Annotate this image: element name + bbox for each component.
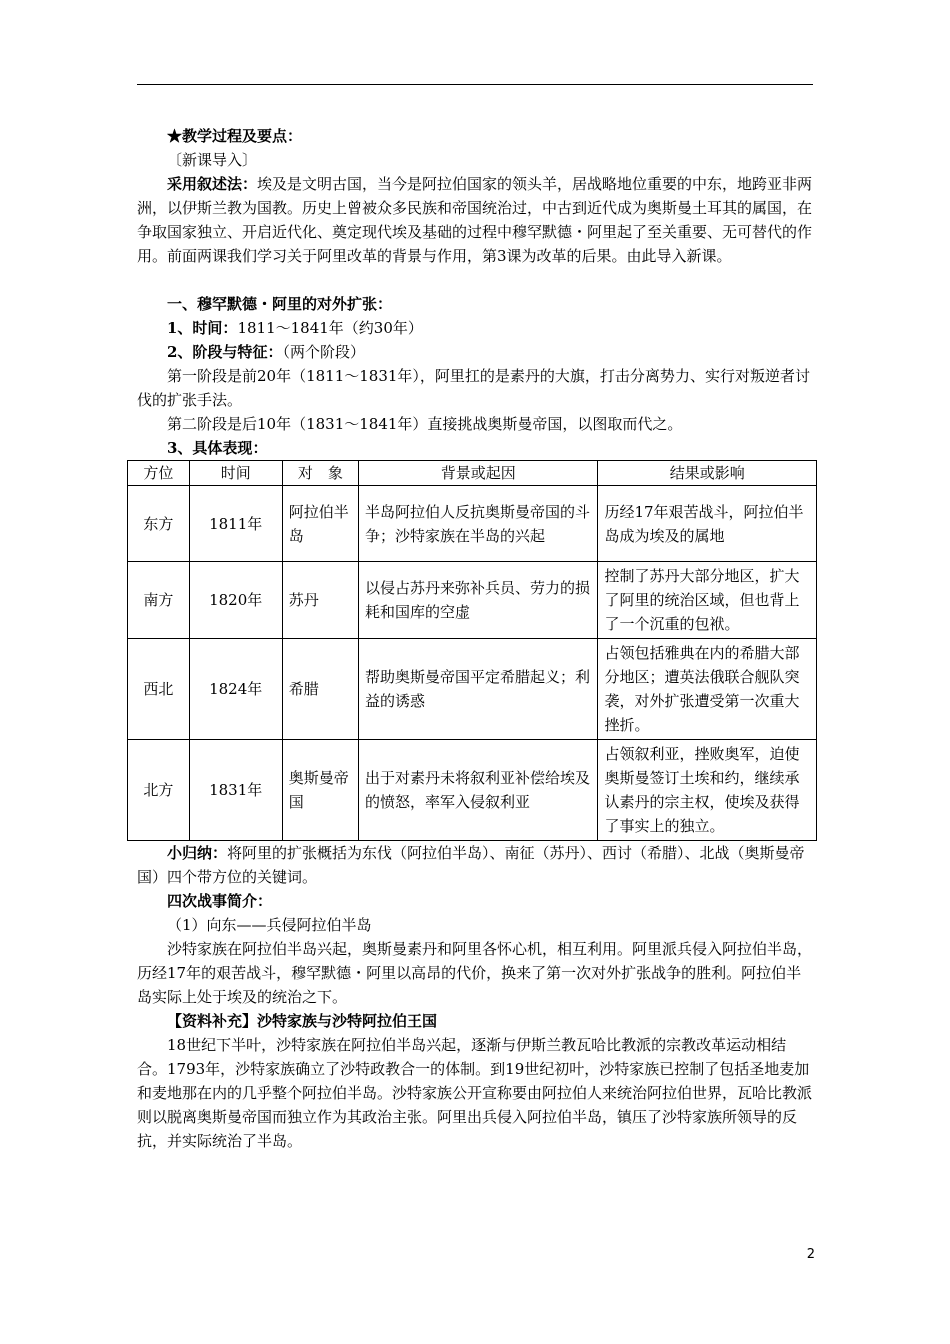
war1-title: （1）向东——兵侵阿拉伯半岛 <box>167 916 372 934</box>
stage1-paragraph: 第一阶段是前20年（1811～1831年），阿里扛的是素丹的大旗，打击分离势力、实行对叛逆者讨伐的扩张手法。 <box>137 367 810 409</box>
cell-result: 历经17年艰苦战斗，阿拉伯半岛成为埃及的属地 <box>598 486 817 562</box>
table-row <box>128 486 817 562</box>
cell-background: 半岛阿拉伯人反抗奥斯曼帝国的斗争；沙特家族在半岛的兴起 <box>359 486 598 562</box>
time-line <box>137 316 813 340</box>
time-label: 1、时间： <box>167 319 238 337</box>
table-row <box>128 639 817 740</box>
cell-background: 帮助奥斯曼帝国平定希腊起义；利益的诱惑 <box>359 639 598 740</box>
cell-target: 苏丹 <box>282 562 358 639</box>
cell-time: 1831年 <box>189 740 282 841</box>
cell-target: 奥斯曼帝国 <box>282 740 358 841</box>
cell-time: 1811年 <box>189 486 282 562</box>
table-header-row <box>128 461 817 486</box>
page-number: 2 <box>806 1247 815 1262</box>
summary-paragraph <box>137 841 813 889</box>
header-background: 背景或起因 <box>359 461 598 486</box>
cell-direction: 西北 <box>128 639 190 740</box>
detail-label: 3、具体表现： <box>167 439 268 457</box>
wars-heading: 四次战事简介： <box>167 892 273 910</box>
table-row <box>128 562 817 639</box>
cell-result: 占领包括雅典在内的希腊大部分地区；遭英法俄联合舰队突袭，对外扩张遭受第一次重大挫折。 <box>598 639 817 740</box>
header-time: 时间 <box>189 461 282 486</box>
cell-direction: 南方 <box>128 562 190 639</box>
method-label: 采用叙述法： <box>167 175 258 193</box>
cell-target: 阿拉伯半岛 <box>282 486 358 562</box>
header-result: 结果或影响 <box>598 461 817 486</box>
summary-text: 将阿里的扩张概括为东伐（阿拉伯半岛）、南征（苏丹）、西讨（希腊）、北战（奥斯曼帝国）四个带方位的关键词。 <box>137 844 805 886</box>
time-value: 1811～1841年（约30年） <box>237 319 423 337</box>
expansion-table <box>127 460 817 841</box>
cell-direction: 北方 <box>128 740 190 841</box>
supplement-text: 18世纪下半叶，沙特家族在阿拉伯半岛兴起，逐渐与伊斯兰教瓦哈比教派的宗教改革运动相结合。1793年，沙特家族确立了沙特政教合一的体制。到19世纪初叶，沙特家族已控制了包括圣地麦加和麦地那在内的几乎整个阿拉伯半岛。沙特家族公开宣称要由阿拉伯人来统治阿拉伯世界，瓦哈比教派则以脱离奥斯曼帝国而独立作为其政治主张。阿里出兵侵入阿拉伯半岛，镇压了沙特家族所领导的反抗，并实际统治了半岛。 <box>137 1036 813 1150</box>
cell-result: 占领叙利亚，挫败奥军，迫使奥斯曼签订土埃和约，继续承认素丹的宗主权，使埃及获得了事实上的独立。 <box>598 740 817 841</box>
intro-text: 埃及是文明古国，当今是阿拉伯国家的领头羊，居战略地位重要的中东，地跨亚非两洲，以伊斯兰教为国教。历史上曾被众多民族和帝国统治过，中古到近代成为奥斯曼土耳其的属国，在争取国家独立、开启近代化、奠定现代埃及基础的过程中穆罕默德・阿里起了至关重要、无可替代的作用。前面两课我们学习关于阿里改革的背景与作用，第3课为改革的后果。由此导入新课。 <box>137 175 813 265</box>
stage-line <box>137 340 813 364</box>
war1-text: 沙特家族在阿拉伯半岛兴起，奥斯曼素丹和阿里各怀心机，相互利用。阿里派兵侵入阿拉伯半岛，历经17年的艰苦战斗，穆罕默德・阿里以高昂的代价，换来了第一次对外扩张战争的胜利。阿拉伯半岛实际上处于埃及的统治之下。 <box>137 940 813 1006</box>
intro-paragraph <box>137 172 813 268</box>
section-title: ★教学过程及要点： <box>167 127 303 145</box>
cell-time: 1824年 <box>189 639 282 740</box>
header-target: 对 象 <box>282 461 358 486</box>
cell-direction: 东方 <box>128 486 190 562</box>
cell-result: 控制了苏丹大部分地区，扩大了阿里的统治区域，但也背上了一个沉重的包袱。 <box>598 562 817 639</box>
summary-label: 小归纳： <box>167 844 228 862</box>
cell-target: 希腊 <box>282 639 358 740</box>
table-row <box>128 740 817 841</box>
stage-label: 2、阶段与特征： <box>167 343 283 361</box>
stage-note: （两个阶段） <box>282 343 365 361</box>
document-body <box>137 124 813 1153</box>
cell-background: 出于对素丹未将叙利亚补偿给埃及的愤怒，率军入侵叙利亚 <box>359 740 598 841</box>
stage2-paragraph: 第二阶段是后10年（1831～1841年）直接挑战奥斯曼帝国，以图取而代之。 <box>167 415 683 433</box>
cell-background: 以侵占苏丹来弥补兵员、劳力的损耗和国库的空虚 <box>359 562 598 639</box>
header-direction: 方位 <box>128 461 190 486</box>
supplement-heading: 【资料补充】沙特家族与沙特阿拉伯王国 <box>167 1012 438 1030</box>
intro-label: 〔新课导入〕 <box>167 151 258 169</box>
cell-time: 1820年 <box>189 562 282 639</box>
header-rule <box>137 84 813 85</box>
part1-heading: 一、穆罕默德・阿里的对外扩张： <box>167 295 393 313</box>
